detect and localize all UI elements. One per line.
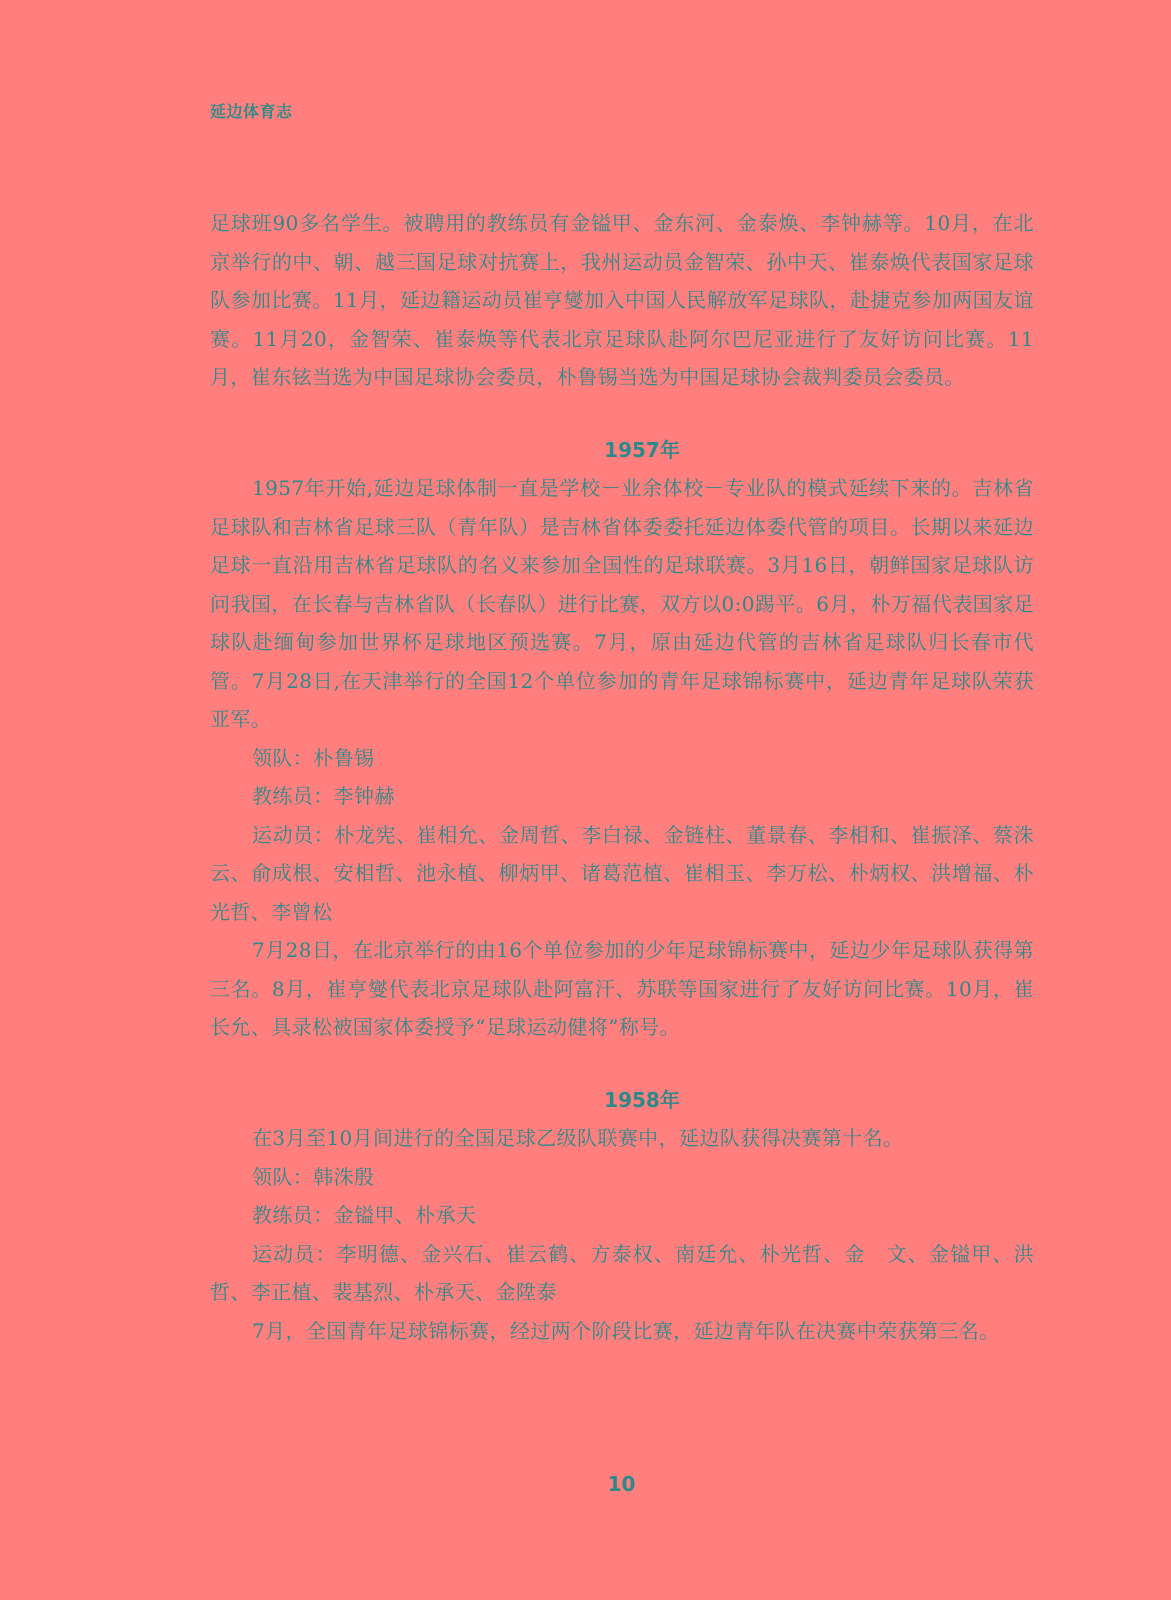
- paragraph-1957-players: 运动员：朴龙宪、崔相允、金周哲、李白禄、金链柱、董景春、李相和、崔振泽、蔡洙云、俞成根、安相哲、池永植、柳炳甲、诸葛范植、崔相玉、李万松、朴炳权、洪增福、朴光哲、李曾松: [210, 822, 1034, 924]
- section-heading-1957: 1957年: [604, 437, 680, 462]
- paragraph-1957-overview: 1957年开始,延边足球体制一直是学校－业余体校－专业队的模式延续下来的。吉林省足球队和吉林省足球三队（青年队）是吉林省体委委托延边体委代管的项目。长期以来延边足球一直沿用吉林省足球队的名义来参加全国性的足球联赛。3月16日，朝鲜国家足球队访问我国，在长春与吉林省队（长春队）进行比赛，双方以0:0踢平。6月，朴万福代表国家足球队赴缅甸参加世界杯足球地区预选赛。7月，原由延边代管的吉林省足球队归长春市代管。7月28日,在天津举行的全国12个单位参加的青年足球锦标赛中，延边青年足球队荣获亚军。: [210, 476, 1034, 731]
- section-heading-1958: 1958年: [604, 1087, 680, 1112]
- paragraph-1957-team-leader: 领队：朴鲁锡: [252, 745, 375, 770]
- intro-paragraph: 足球班90多名学生。被聘用的教练员有金镒甲、金东河、金泰焕、李钟赫等。10月，在北京举行的中、朝、越三国足球对抗赛上，我州运动员金智荣、孙中天、崔泰焕代表国家足球队参加比赛。11月，延边籍运动员崔亨燮加入中国人民解放军足球队，赴捷克参加两国友谊赛。11月20，金智荣、崔泰焕等代表北京足球队赴阿尔巴尼亚进行了友好访问比赛。11月，崔东铉当选为中国足球协会委员，朴鲁锡当选为中国足球协会裁判委员会委员。: [210, 211, 1034, 389]
- paragraph-1958-players: 运动员：李明德、金兴石、崔云鹤、方泰权、南廷允、朴光哲、金 文、金镒甲、洪 哲、李正植、裴基烈、朴承天、金陞泰: [210, 1241, 1055, 1304]
- paragraph-1957-coach: 教练员：李钟赫: [252, 784, 395, 808]
- paragraph-1958-league: 在3月至10月间进行的全国足球乙级队联赛中，延边队获得决赛第十名。: [252, 1126, 904, 1150]
- paragraph-1958-coaches: 教练员：金镒甲、朴承天: [252, 1203, 477, 1227]
- paragraph-1958-team-leader: 领队：韩洙殷: [252, 1164, 375, 1189]
- running-header-title: 延边体育志: [210, 102, 293, 121]
- page-body: [210, 204, 1055, 1350]
- paragraph-1958-youth-result: 7月，全国青年足球锦标赛，经过两个阶段比赛，延边青年队在决赛中荣获第三名。: [252, 1318, 1000, 1343]
- page-number: 10: [607, 1472, 636, 1496]
- section-spacer: [210, 397, 1034, 431]
- section-spacer: [210, 1047, 1034, 1081]
- paragraph-1957-results: 7月28日，在北京举行的由16个单位参加的少年足球锦标赛中，延边少年足球队获得第三名。8月，崔亨燮代表北京足球队赴阿富汗、苏联等国家进行了友好访问比赛。10月，崔长允、具录松被国家体委授予“足球运动健将”称号。: [210, 938, 1034, 1039]
